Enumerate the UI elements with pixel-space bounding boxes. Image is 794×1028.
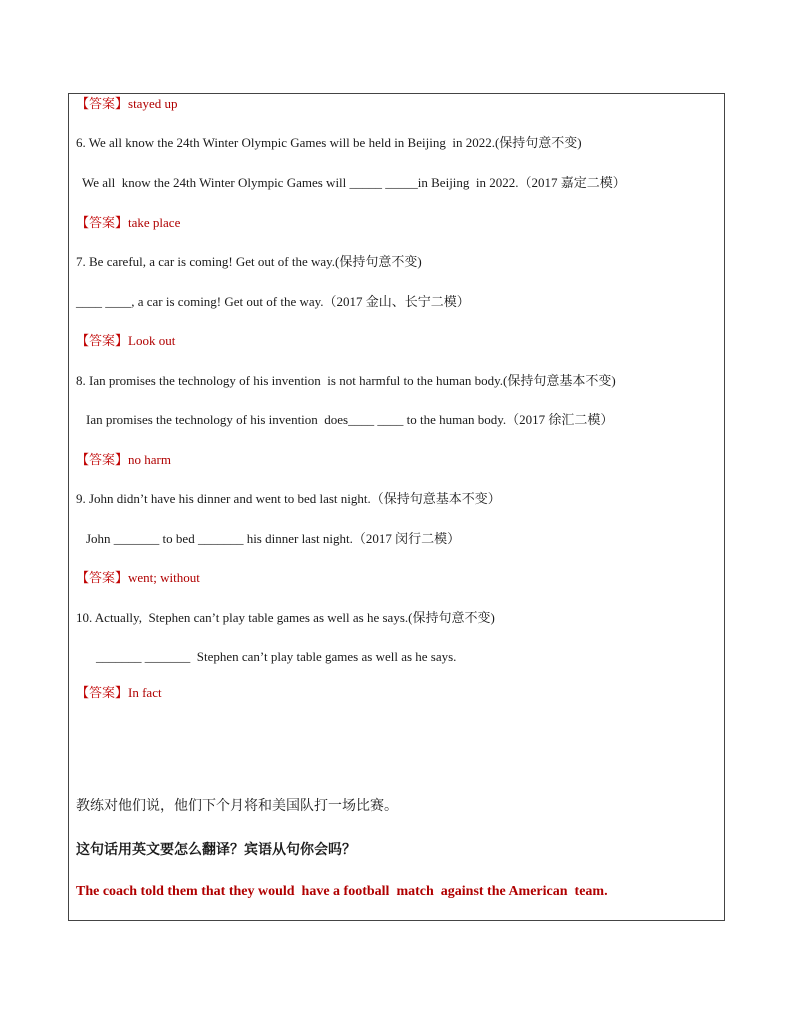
question-10: 10. Actually, Stephen can’t play table games as well as he says.(保持句意不变) — [76, 610, 495, 625]
question-8-fill: Ian promises the technology of his invention does____ ____ to the human body.（2017 徐汇二模） — [86, 412, 614, 427]
answer-7: 【答案】Look out — [76, 333, 176, 348]
question-10-fill: _______ _______ Stephen can’t play table games as well as he says. — [96, 649, 457, 664]
translation-answer: The coach told them that they would have a football match against the American team. — [76, 884, 608, 899]
answer-6: 【答案】take place — [76, 215, 181, 230]
question-6: 6. We all know the 24th Winter Olympic Games will be held in Beijing in 2022.(保持句意不变) — [76, 135, 582, 150]
question-9-fill: John _______ to bed _______ his dinner last night.（2017 闵行二模） — [86, 531, 461, 546]
question-7-fill: ____ ____, a car is coming! Get out of the way.（2017 金山、长宁二模） — [76, 294, 470, 309]
question-8: 8. Ian promises the technology of his invention is not harmful to the human body.(保持句意基本不变) — [76, 373, 616, 388]
question-7: 7. Be careful, a car is coming! Get out of the way.(保持句意不变) — [76, 254, 422, 269]
answer-8: 【答案】no harm — [76, 452, 171, 467]
answer-5: 【答案】stayed up — [76, 96, 178, 111]
chinese-sentence: 教练对他们说，他们下个月将和美国队打一场比赛。 — [76, 798, 398, 814]
answer-10: 【答案】In fact — [76, 685, 162, 700]
question-9: 9. John didn’t have his dinner and went to bed last night.（保持句意基本不变） — [76, 491, 501, 506]
translation-question: 这句话用英文要怎么翻译？宾语从句你会吗？ — [76, 842, 356, 858]
question-6-fill: We all know the 24th Winter Olympic Games will _____ _____in Beijing in 2022.（2017 嘉定二模） — [82, 175, 626, 190]
answer-9: 【答案】went; without — [76, 570, 200, 585]
